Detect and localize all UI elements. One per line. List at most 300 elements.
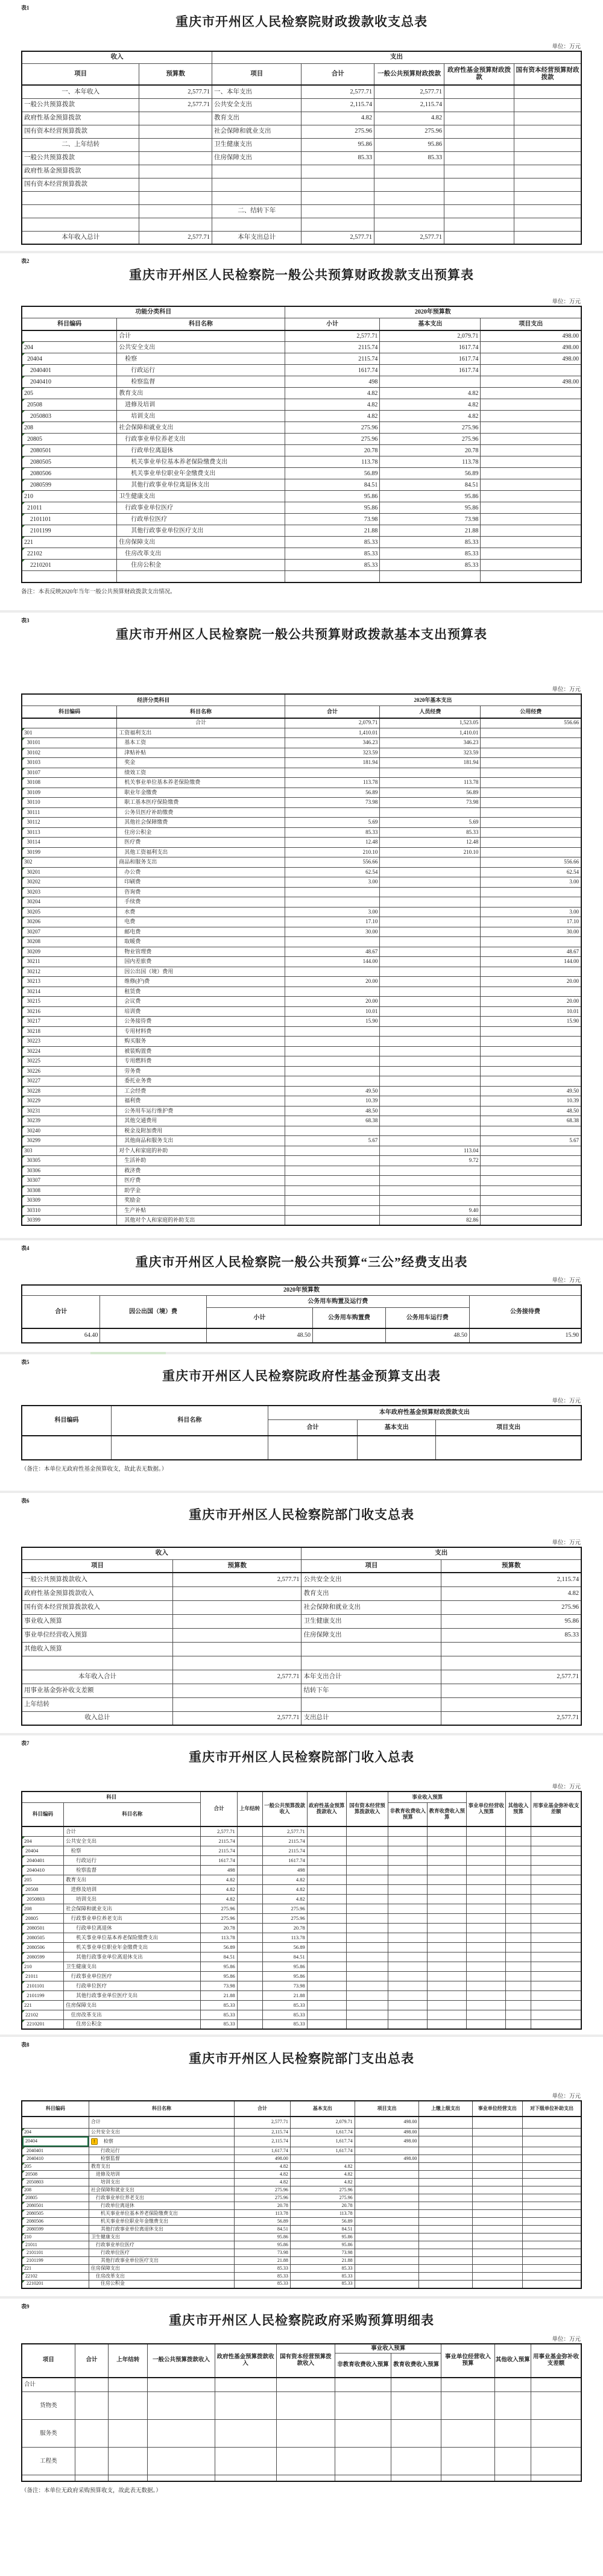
table-cell: 20805 bbox=[22, 2194, 89, 2202]
table-cell: 本年收入总计 bbox=[22, 231, 139, 244]
table-cell bbox=[481, 1046, 581, 1056]
table-row bbox=[22, 1116, 581, 1126]
table-cell bbox=[380, 1096, 481, 1106]
table-cell bbox=[374, 218, 444, 231]
table-cell bbox=[441, 1642, 581, 1656]
table-cell bbox=[523, 2179, 581, 2186]
table-section-表6 bbox=[0, 1493, 603, 1726]
table-row bbox=[22, 365, 581, 376]
table-cell: 1,617.74 bbox=[290, 2147, 355, 2155]
table-cell bbox=[531, 1826, 581, 1836]
table-cell bbox=[148, 2475, 215, 2481]
table-cell bbox=[109, 2420, 148, 2448]
table-cell bbox=[481, 399, 581, 411]
table-cell bbox=[514, 85, 581, 98]
table-cell bbox=[285, 1126, 380, 1136]
table-cell: 113.04 bbox=[380, 1146, 481, 1156]
column-header: 预算数 bbox=[139, 63, 212, 85]
table-cell: 行政事业单位养老支出 bbox=[64, 1913, 201, 1923]
table-row bbox=[22, 857, 581, 868]
table-cell: 85.33 bbox=[380, 560, 481, 571]
table-note: （备注：本单位无政府性基金预算收支，故此表无数据。） bbox=[21, 1466, 168, 1473]
table-cell bbox=[481, 778, 581, 788]
table-cell bbox=[428, 2010, 467, 2019]
table-cell: 上年结转 bbox=[22, 1697, 173, 1711]
table-cell bbox=[481, 1076, 581, 1087]
table-cell: 30207 bbox=[22, 927, 117, 937]
table-row bbox=[22, 456, 581, 468]
table-cell: 20.00 bbox=[285, 997, 380, 1007]
table-cell bbox=[419, 2265, 472, 2273]
table-cell: 用事业基金弥补收支差额 bbox=[22, 1684, 173, 1697]
table-cell bbox=[139, 218, 212, 231]
table-cell bbox=[307, 1933, 346, 1942]
table-cell: 30306 bbox=[22, 1166, 117, 1176]
table-cell bbox=[237, 1952, 262, 1962]
table-cell: 30.00 bbox=[481, 927, 581, 937]
column-header: 项目 bbox=[22, 1559, 173, 1573]
table-cell: 30231 bbox=[22, 1106, 117, 1116]
highlight-strip bbox=[90, 1352, 166, 1354]
table-cell: 政府性基金预算拨款 bbox=[22, 112, 139, 125]
table-cell: 咨询费 bbox=[117, 887, 285, 897]
table-cell: 国有资本经营预算拨款 bbox=[22, 178, 139, 191]
table-cell bbox=[472, 2273, 523, 2281]
table-row bbox=[22, 1600, 581, 1614]
table-cell bbox=[428, 1904, 467, 1913]
table-row bbox=[22, 1884, 581, 1894]
table-cell: 84.51 bbox=[201, 1952, 237, 1962]
table-cell bbox=[428, 1826, 467, 1836]
column-header: 预算数 bbox=[441, 1559, 581, 1573]
table-cell bbox=[531, 1836, 581, 1846]
table-cell bbox=[380, 376, 481, 388]
table-cell bbox=[346, 1875, 388, 1884]
table-cell: 12.48 bbox=[285, 838, 380, 848]
table-row bbox=[22, 178, 581, 191]
table-cell bbox=[307, 1884, 346, 1894]
table-cell bbox=[481, 1037, 581, 1047]
table-cell bbox=[374, 178, 444, 191]
table-cell: 21.88 bbox=[262, 1990, 307, 2000]
table-cell bbox=[22, 1826, 64, 1836]
table-cell bbox=[467, 1846, 506, 1855]
table-cell bbox=[355, 2233, 419, 2241]
table-cell: 公共安全支出 bbox=[212, 98, 302, 112]
column-header: 收入 bbox=[22, 51, 212, 63]
table-cell: 56.89 bbox=[285, 468, 380, 479]
table-cell: 救济费 bbox=[117, 1166, 285, 1176]
table-cell: 印刷费 bbox=[117, 877, 285, 888]
table-cell bbox=[335, 2378, 391, 2392]
table-cell bbox=[139, 151, 212, 165]
table-row bbox=[22, 2019, 581, 2029]
table-cell bbox=[117, 571, 285, 582]
table-cell bbox=[481, 525, 581, 537]
table-cell bbox=[358, 1436, 436, 1460]
table-cell: 275.96 bbox=[380, 434, 481, 445]
table-cell bbox=[428, 1894, 467, 1904]
table-cell: 2101199 bbox=[22, 2257, 89, 2265]
table-cell bbox=[441, 2475, 494, 2481]
table-label: 表9 bbox=[21, 2303, 30, 2309]
table-cell: 85.33 bbox=[201, 2010, 237, 2019]
table-cell: 4.82 bbox=[201, 1884, 237, 1894]
table-cell: 职工基本医疗保险缴费 bbox=[117, 798, 285, 808]
table-cell: 95.86 bbox=[290, 2233, 355, 2241]
table-cell bbox=[173, 1586, 302, 1600]
table-cell: 2,577.71 bbox=[441, 1711, 581, 1725]
table-cell bbox=[523, 2210, 581, 2218]
table-cell bbox=[506, 2010, 531, 2019]
table-cell bbox=[22, 1656, 173, 1670]
table-cell bbox=[481, 479, 581, 491]
table-cell: 其他行政事业单位医疗支出 bbox=[117, 525, 285, 537]
table-cell: 498.00 bbox=[355, 2155, 419, 2163]
table-cell bbox=[388, 1865, 428, 1875]
table-cell: 30239 bbox=[22, 1116, 117, 1126]
page-title: 重庆市开州区人民检察院一般公共预算财政拨款基本支出预算表 bbox=[116, 627, 487, 642]
table-cell bbox=[467, 1923, 506, 1933]
table-row bbox=[22, 1436, 581, 1460]
table-cell bbox=[467, 1884, 506, 1894]
table-cell bbox=[139, 138, 212, 151]
table-cell bbox=[380, 977, 481, 987]
table-row bbox=[22, 917, 581, 927]
table-cell: 85.33 bbox=[235, 2265, 291, 2273]
table-cell bbox=[139, 191, 212, 204]
table-row bbox=[22, 927, 581, 937]
table-cell: 56.89 bbox=[235, 2218, 291, 2226]
table-row bbox=[22, 2273, 581, 2281]
table-row bbox=[22, 422, 581, 434]
page-title: 重庆市开州区人民检察院一般公共预算“三公”经费支出表 bbox=[135, 1255, 468, 1270]
table-cell bbox=[523, 2117, 581, 2129]
table-cell: 275.96 bbox=[290, 2186, 355, 2194]
table-cell bbox=[481, 798, 581, 808]
table-cell bbox=[139, 112, 212, 125]
table-cell: 2,079.71 bbox=[285, 718, 380, 728]
table-row bbox=[22, 1670, 581, 1684]
table-cell: 1,523.05 bbox=[380, 718, 481, 728]
table-cell: 30225 bbox=[22, 1056, 117, 1067]
table-cell: 本年支出合计 bbox=[302, 1670, 441, 1684]
table-row bbox=[22, 2257, 581, 2265]
table-cell: 20404 bbox=[22, 1846, 64, 1855]
table-cell bbox=[481, 502, 581, 514]
column-header: 政府性基金预算拨款收入 bbox=[307, 1792, 346, 1826]
table-cell bbox=[380, 1056, 481, 1067]
table-label: 表3 bbox=[21, 617, 30, 623]
table-cell bbox=[419, 2163, 472, 2171]
table-cell: 会议费 bbox=[117, 997, 285, 1007]
table-cell: 2080505 bbox=[22, 456, 117, 468]
table-cell bbox=[346, 2010, 388, 2019]
table-cell bbox=[419, 2233, 472, 2241]
table-cell: 275.96 bbox=[441, 1600, 581, 1614]
table-cell: 73.98 bbox=[285, 798, 380, 808]
table-cell bbox=[472, 2257, 523, 2265]
table-cell: 95.86 bbox=[201, 1962, 237, 1971]
table-cell: 275.96 bbox=[290, 2194, 355, 2202]
column-header: 事业单位经营收入预算 bbox=[441, 2344, 494, 2378]
table-cell: 手续费 bbox=[117, 897, 285, 908]
table-cell: 498.00 bbox=[481, 330, 581, 342]
table-cell bbox=[472, 2194, 523, 2202]
table-cell: 住房改革支出 bbox=[117, 548, 285, 560]
column-header: 科目名称 bbox=[89, 2101, 234, 2117]
table-cell: 30205 bbox=[22, 907, 117, 917]
table-cell: 210.10 bbox=[380, 847, 481, 857]
table-cell: 4.82 bbox=[380, 399, 481, 411]
table-row bbox=[22, 738, 581, 748]
table-cell: 事业单位经营收入预算 bbox=[22, 1628, 173, 1642]
table-cell: 113.78 bbox=[290, 2210, 355, 2218]
table-row bbox=[22, 342, 581, 353]
table-row bbox=[22, 1066, 581, 1076]
table-cell bbox=[388, 1875, 428, 1884]
table-cell bbox=[307, 1855, 346, 1865]
table-cell: 住房保障支出 bbox=[64, 2000, 201, 2010]
table-row bbox=[22, 947, 581, 957]
table-cell bbox=[388, 1836, 428, 1846]
page-separator bbox=[0, 251, 603, 253]
table-cell bbox=[380, 957, 481, 967]
table-cell bbox=[355, 2265, 419, 2273]
table-cell bbox=[388, 1923, 428, 1933]
table-cell: 2,115.74 bbox=[441, 1573, 581, 1586]
table-cell bbox=[523, 2129, 581, 2136]
table-cell bbox=[380, 1066, 481, 1076]
table-cell bbox=[380, 857, 481, 868]
page-title: 重庆市开州区人民检察院政府性基金预算支出表 bbox=[162, 1368, 441, 1383]
table-cell: 医疗费 bbox=[117, 1176, 285, 1186]
table-cell bbox=[285, 1026, 380, 1037]
column-header: 国有资本经营预算拨款收入 bbox=[346, 1792, 388, 1826]
page-separator bbox=[0, 2296, 603, 2299]
table-row bbox=[22, 98, 581, 112]
table-note: 备注：本表反映2020年当年一般公共预算财政拨款支出情况。 bbox=[21, 589, 176, 595]
table-cell: 卫生健康支出 bbox=[212, 138, 302, 151]
table-cell: 85.33 bbox=[380, 548, 481, 560]
table-cell bbox=[380, 947, 481, 957]
table-cell bbox=[285, 1146, 380, 1156]
table-cell bbox=[506, 1904, 531, 1913]
table-cell bbox=[388, 1855, 428, 1865]
table-cell bbox=[506, 1855, 531, 1865]
table-cell: 检察 bbox=[64, 1846, 201, 1855]
table-cell bbox=[355, 2194, 419, 2202]
unit-label: 单位：万元 bbox=[552, 1398, 581, 1404]
table-cell: 行政单位离退休 bbox=[117, 445, 285, 456]
table-cell: 21.88 bbox=[380, 525, 481, 537]
table-cell: 113.78 bbox=[285, 778, 380, 788]
table-cell bbox=[307, 1990, 346, 2000]
table-cell bbox=[276, 2448, 335, 2475]
table-cell: 21011 bbox=[22, 502, 117, 514]
table-cell bbox=[307, 1836, 346, 1846]
title-gap bbox=[21, 2067, 582, 2091]
table-row bbox=[22, 1216, 581, 1226]
table-cell: 社会保障和就业支出 bbox=[302, 1600, 441, 1614]
table-cell bbox=[212, 165, 302, 178]
table-cell: 20508 bbox=[22, 399, 117, 411]
table-cell: 4.82 bbox=[262, 1894, 307, 1904]
page-title: 重庆市开州区人民检察院政府采购预算明细表 bbox=[169, 2312, 434, 2328]
table-cell: 95.86 bbox=[235, 2233, 291, 2241]
table-cell: 机关事业单位职业年金缴费支出 bbox=[89, 2218, 234, 2226]
table-cell: 21.88 bbox=[235, 2257, 291, 2265]
table-cell bbox=[139, 165, 212, 178]
table-cell bbox=[346, 1990, 388, 2000]
table-cell: 本年支出总计 bbox=[212, 231, 302, 244]
column-header: 本年政府性基金预算财政拨款支出 bbox=[268, 1406, 581, 1420]
table-cell bbox=[307, 1846, 346, 1855]
table-cell bbox=[237, 1865, 262, 1875]
column-header: 项目 bbox=[22, 63, 139, 85]
table-cell bbox=[506, 1971, 531, 1981]
table-cell bbox=[419, 2117, 472, 2129]
table-cell bbox=[346, 1884, 388, 1894]
table-cell: 检察监督 bbox=[117, 376, 285, 388]
table-cell bbox=[481, 827, 581, 838]
table-cell: 机关事业单位基本养老保险缴费支出 bbox=[117, 456, 285, 468]
table-cell: 556.66 bbox=[285, 857, 380, 868]
table-cell: 社会保障和就业支出 bbox=[89, 2186, 234, 2194]
table-cell bbox=[531, 1981, 581, 1990]
table-cell bbox=[237, 1846, 262, 1855]
table-cell: 2,577.71 bbox=[173, 1670, 302, 1684]
table-cell: 2,115.74 bbox=[374, 98, 444, 112]
table-cell: 绩效工资 bbox=[117, 768, 285, 778]
table-cell: 住房公积金 bbox=[117, 827, 285, 838]
column-header: 合计 bbox=[22, 1296, 100, 1328]
table-cell bbox=[355, 2257, 419, 2265]
table-cell: 一、本年支出 bbox=[212, 85, 302, 98]
table-cell bbox=[380, 1106, 481, 1116]
table-cell: 20.78 bbox=[380, 445, 481, 456]
table-cell bbox=[380, 927, 481, 937]
table-cell bbox=[380, 1176, 481, 1186]
table-row bbox=[22, 2202, 581, 2210]
table-cell: 30103 bbox=[22, 758, 117, 768]
table-cell: 其他工资福利支出 bbox=[117, 847, 285, 857]
table-cell bbox=[472, 2136, 523, 2147]
table-cell bbox=[481, 937, 581, 947]
table-cell bbox=[355, 2210, 419, 2218]
budget-table bbox=[21, 1284, 582, 1343]
table-cell: 专用材料费 bbox=[117, 1026, 285, 1037]
column-header: 收入 bbox=[22, 1547, 302, 1559]
table-cell: 95.86 bbox=[380, 502, 481, 514]
table-cell bbox=[481, 445, 581, 456]
table-cell bbox=[285, 1216, 380, 1226]
table-cell bbox=[285, 1076, 380, 1087]
table-cell: 邮电费 bbox=[117, 927, 285, 937]
table-cell bbox=[467, 1981, 506, 1990]
table-row bbox=[22, 748, 581, 758]
table-cell: 48.50 bbox=[206, 1328, 312, 1343]
table-cell bbox=[531, 1904, 581, 1913]
table-row bbox=[22, 2155, 581, 2163]
table-row bbox=[22, 514, 581, 525]
table-cell: 30227 bbox=[22, 1076, 117, 1087]
table-cell: 合计 bbox=[117, 718, 285, 728]
table-cell: 30101 bbox=[22, 738, 117, 748]
table-cell bbox=[307, 2000, 346, 2010]
table-cell bbox=[523, 2241, 581, 2249]
table-cell bbox=[467, 1990, 506, 2000]
table-cell bbox=[109, 2378, 148, 2392]
column-header: 小计 bbox=[206, 1308, 312, 1328]
table-cell bbox=[346, 1913, 388, 1923]
table-cell bbox=[514, 98, 581, 112]
table-cell bbox=[380, 1185, 481, 1196]
table-cell bbox=[388, 1971, 428, 1981]
table-cell bbox=[355, 2281, 419, 2288]
table-cell: 20.00 bbox=[285, 977, 380, 987]
title-gap bbox=[21, 283, 582, 297]
column-header: 支出 bbox=[302, 1547, 581, 1559]
header-row bbox=[22, 1285, 581, 1296]
table-cell bbox=[346, 1836, 388, 1846]
table-cell bbox=[419, 2210, 472, 2218]
table-row bbox=[22, 1176, 581, 1186]
table-cell: 22102 bbox=[22, 2010, 64, 2019]
table-cell: 30209 bbox=[22, 947, 117, 957]
table-cell bbox=[481, 1026, 581, 1037]
table-cell: 30112 bbox=[22, 818, 117, 828]
column-header: 事业单位经营收入预算 bbox=[467, 1792, 506, 1826]
header-row bbox=[22, 706, 581, 718]
table-cell: 21.88 bbox=[290, 2257, 355, 2265]
table-cell: 货物类 bbox=[22, 2392, 75, 2420]
table-cell bbox=[75, 2392, 109, 2420]
table-cell: 2,577.71 bbox=[441, 1670, 581, 1684]
table-cell: 行政运行 bbox=[89, 2147, 234, 2155]
table-cell bbox=[481, 897, 581, 908]
table-cell: 一般公共预算拨款 bbox=[22, 151, 139, 165]
table-cell bbox=[148, 2378, 215, 2392]
table-cell bbox=[467, 2019, 506, 2029]
table-cell: 20.78 bbox=[201, 1923, 237, 1933]
table-cell: 福利费 bbox=[117, 1096, 285, 1106]
table-cell: 培训支出 bbox=[64, 1894, 201, 1904]
column-header: 其他收入预算 bbox=[506, 1792, 531, 1826]
table-cell: 20.78 bbox=[285, 445, 380, 456]
table-cell: 一、本年收入 bbox=[22, 85, 139, 98]
table-cell: 85.33 bbox=[285, 548, 380, 560]
table-cell: 181.94 bbox=[285, 758, 380, 768]
table-cell bbox=[237, 1836, 262, 1846]
table-cell bbox=[285, 897, 380, 908]
table-cell: 其他交通费用 bbox=[117, 1116, 285, 1126]
table-row bbox=[22, 1865, 581, 1875]
table-cell: 机关事业单位基本养老保险缴费支出 bbox=[64, 1933, 201, 1942]
table-row bbox=[22, 818, 581, 828]
table-cell bbox=[237, 1913, 262, 1923]
column-header: 非教育收费收入预算 bbox=[335, 2353, 391, 2378]
column-header: 国有资本经营预算财政拨款 bbox=[514, 63, 581, 85]
column-header: 合计 bbox=[201, 1792, 237, 1826]
table-cell bbox=[441, 2392, 494, 2420]
table-cell bbox=[173, 1628, 302, 1642]
table-cell: 30299 bbox=[22, 1136, 117, 1146]
table-cell: 5.67 bbox=[285, 1136, 380, 1146]
header-row bbox=[22, 1559, 581, 1573]
table-cell: 奖励金 bbox=[117, 1196, 285, 1206]
table-cell: 95.86 bbox=[302, 138, 374, 151]
